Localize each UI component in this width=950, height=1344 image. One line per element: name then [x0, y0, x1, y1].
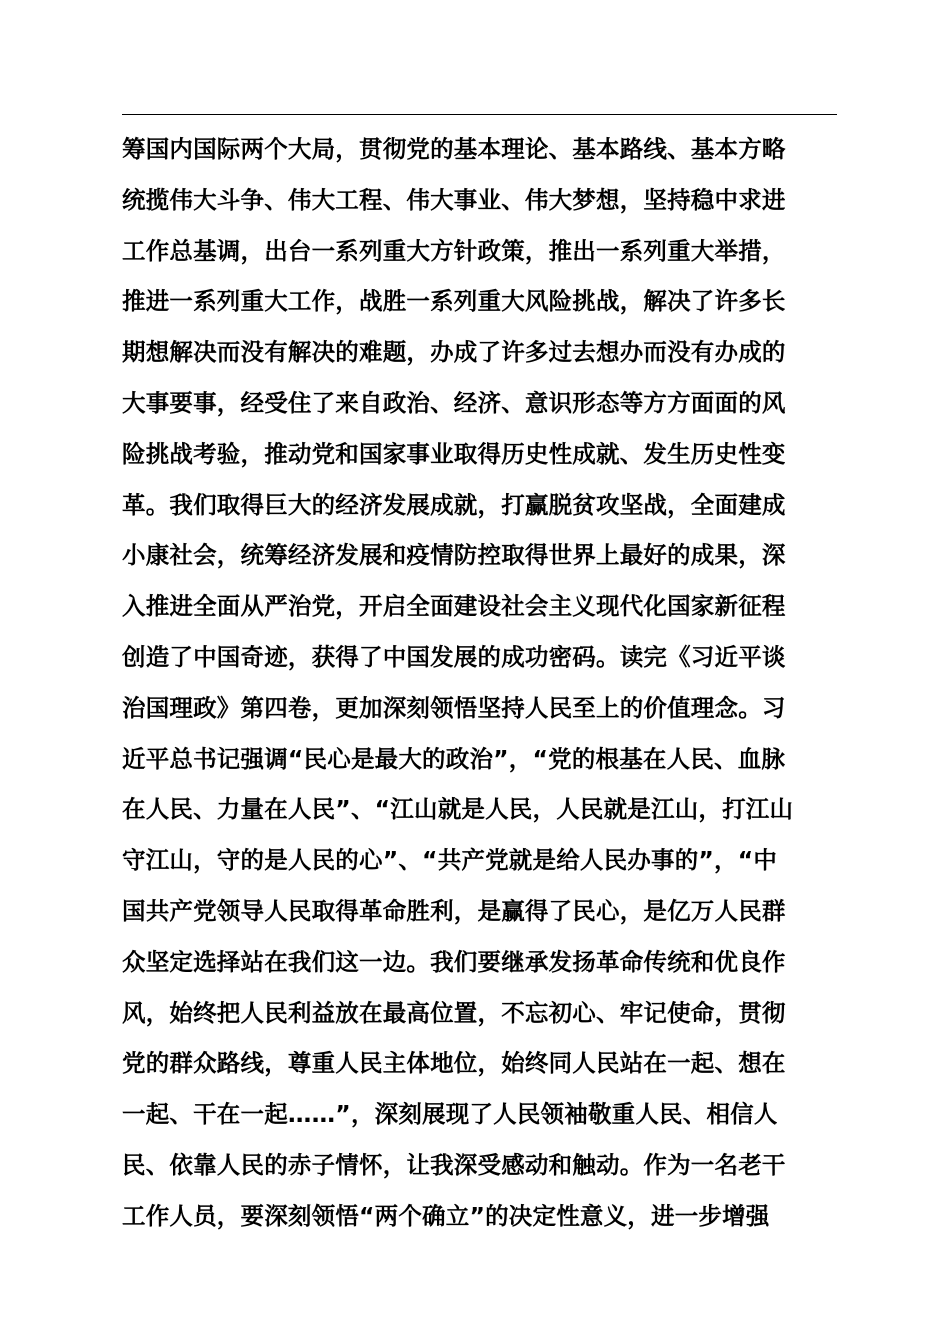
text-line: 国共产党领导人民取得革命胜利，是赢得了民心，是亿万人民群	[122, 896, 786, 925]
text-line: 治国理政》第四卷，更加深刻领悟坚持人民至上的价值理念。习	[122, 693, 786, 722]
text-line: 一起、干在一起……”，深刻展现了人民领袖敬重人民、相信人	[122, 1100, 778, 1129]
text-line: 期想解决而没有解决的难题，办成了许多过去想办而没有办成的	[122, 338, 786, 367]
text-line: 工作总基调，出台一系列重大方针政策，推出一系列重大举措，	[122, 236, 786, 265]
body-text	[122, 124, 842, 1242]
header-rule	[122, 114, 837, 115]
text-line: 风，始终把人民利益放在最高位置，不忘初心、牢记使命，贯彻	[122, 998, 786, 1027]
text-line: 大事要事，经受住了来自政治、经济、意识形态等方方面面的风	[122, 388, 786, 417]
text-line: 民、依靠人民的赤子情怀，让我深受感动和触动。作为一名老干	[122, 1150, 786, 1179]
text-line: 革。我们取得巨大的经济发展成就，打赢脱贫攻坚战，全面建成	[122, 490, 786, 519]
text-line: 统揽伟大斗争、伟大工程、伟大事业、伟大梦想，坚持稳中求进	[122, 185, 786, 214]
text-line: 入推进全面从严治党，开启全面建设社会主义现代化国家新征程	[122, 592, 786, 621]
text-line: 推进一系列重大工作，战胜一系列重大风险挑战，解决了许多长	[122, 287, 786, 316]
text-line: 众坚定选择站在我们这一边。我们要继承发扬革命传统和优良作	[122, 947, 786, 976]
text-line: 创造了中国奇迹，获得了中国发展的成功密码。读完《习近平谈	[122, 642, 786, 671]
text-line: 筹国内国际两个大局，贯彻党的基本理论、基本路线、基本方略	[122, 135, 786, 163]
text-line: 险挑战考验，推动党和国家事业取得历史性成就、发生历史性变	[122, 439, 786, 468]
text-line: 工作人员，要深刻领悟“两个确立”的决定性意义，进一步增强	[122, 1201, 770, 1230]
text-line: 近平总书记强调“民心是最大的政治”，“党的根基在人民、血脉	[122, 744, 786, 773]
text-line: 在人民、力量在人民”、“江山就是人民，人民就是江山，打江山	[122, 795, 794, 824]
text-line: 守江山，守的是人民的心”、“共产党就是给人民办事的”，“中	[122, 846, 778, 875]
text-line: 小康社会，统筹经济发展和疫情防控取得世界上最好的成果，深	[122, 541, 786, 570]
text-line: 党的群众路线，尊重人民主体地位，始终同人民站在一起、想在	[122, 1049, 786, 1078]
